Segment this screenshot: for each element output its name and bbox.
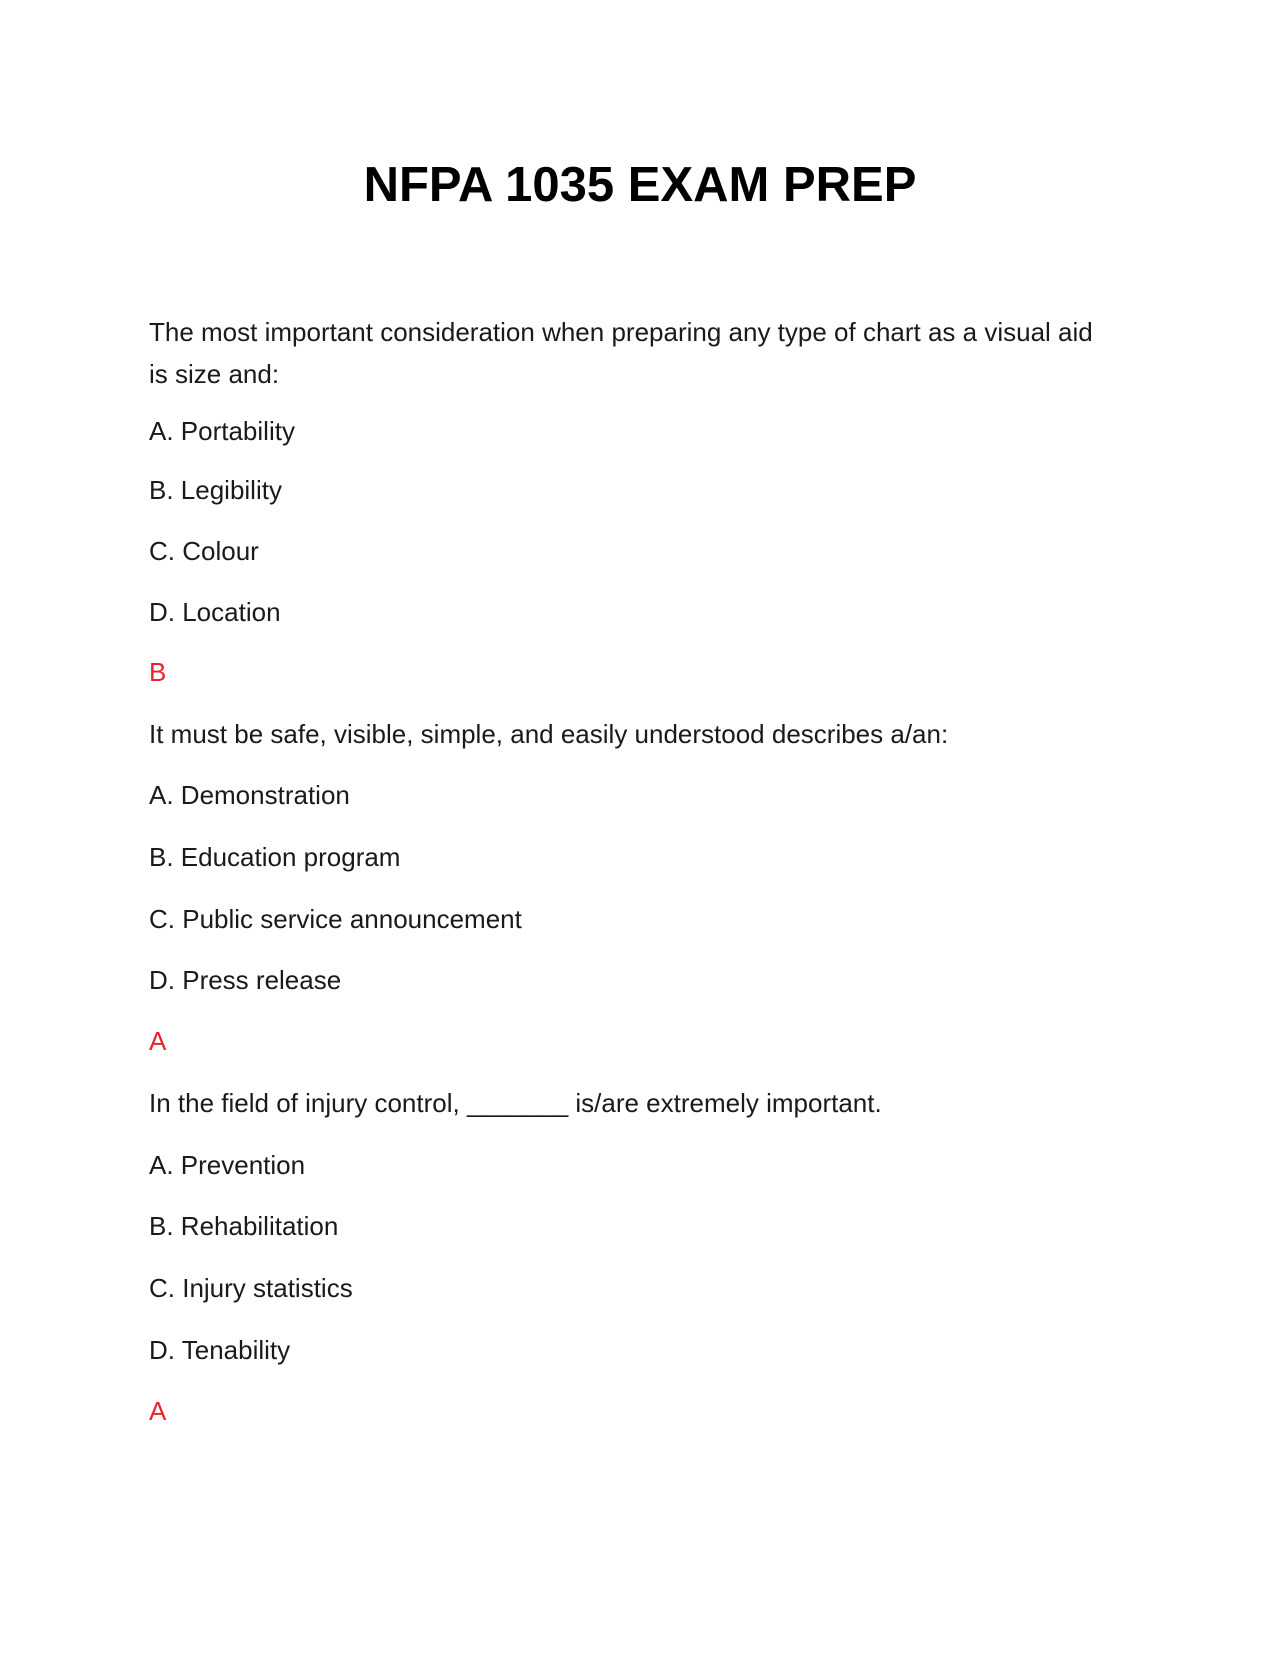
question-3-option-c: C. Injury statistics <box>149 1273 353 1303</box>
page-title: NFPA 1035 EXAM PREP <box>363 158 917 212</box>
question-1-answer: B <box>149 657 167 687</box>
question-3-prompt: In the field of injury control, _______ is/are extremely important. <box>149 1088 882 1118</box>
question-1-option-b: B. Legibility <box>149 475 282 505</box>
question-2-answer: A <box>149 1026 167 1056</box>
question-2-prompt: It must be safe, visible, simple, and easily understood describes a/an: <box>149 719 949 749</box>
question-1-option-c: C. Colour <box>149 536 259 566</box>
question-2-option-c: C. Public service announcement <box>149 904 522 934</box>
question-3-option-a: A. Prevention <box>149 1150 306 1180</box>
question-2-option-a: A. Demonstration <box>149 780 350 810</box>
question-1-option-d: D. Location <box>149 597 281 627</box>
question-2-option-b: B. Education program <box>149 842 401 872</box>
question-3-answer: A <box>149 1396 167 1426</box>
question-2-option-d: D. Press release <box>149 965 342 995</box>
question-3-option-b: B. Rehabilitation <box>149 1211 339 1241</box>
question-1-prompt: The most important consideration when preparing any type of chart as a visual aid is size and: <box>149 317 1093 389</box>
question-1-option-a: A. Portability <box>149 416 295 446</box>
question-3-option-d: D. Tenability <box>149 1335 291 1365</box>
